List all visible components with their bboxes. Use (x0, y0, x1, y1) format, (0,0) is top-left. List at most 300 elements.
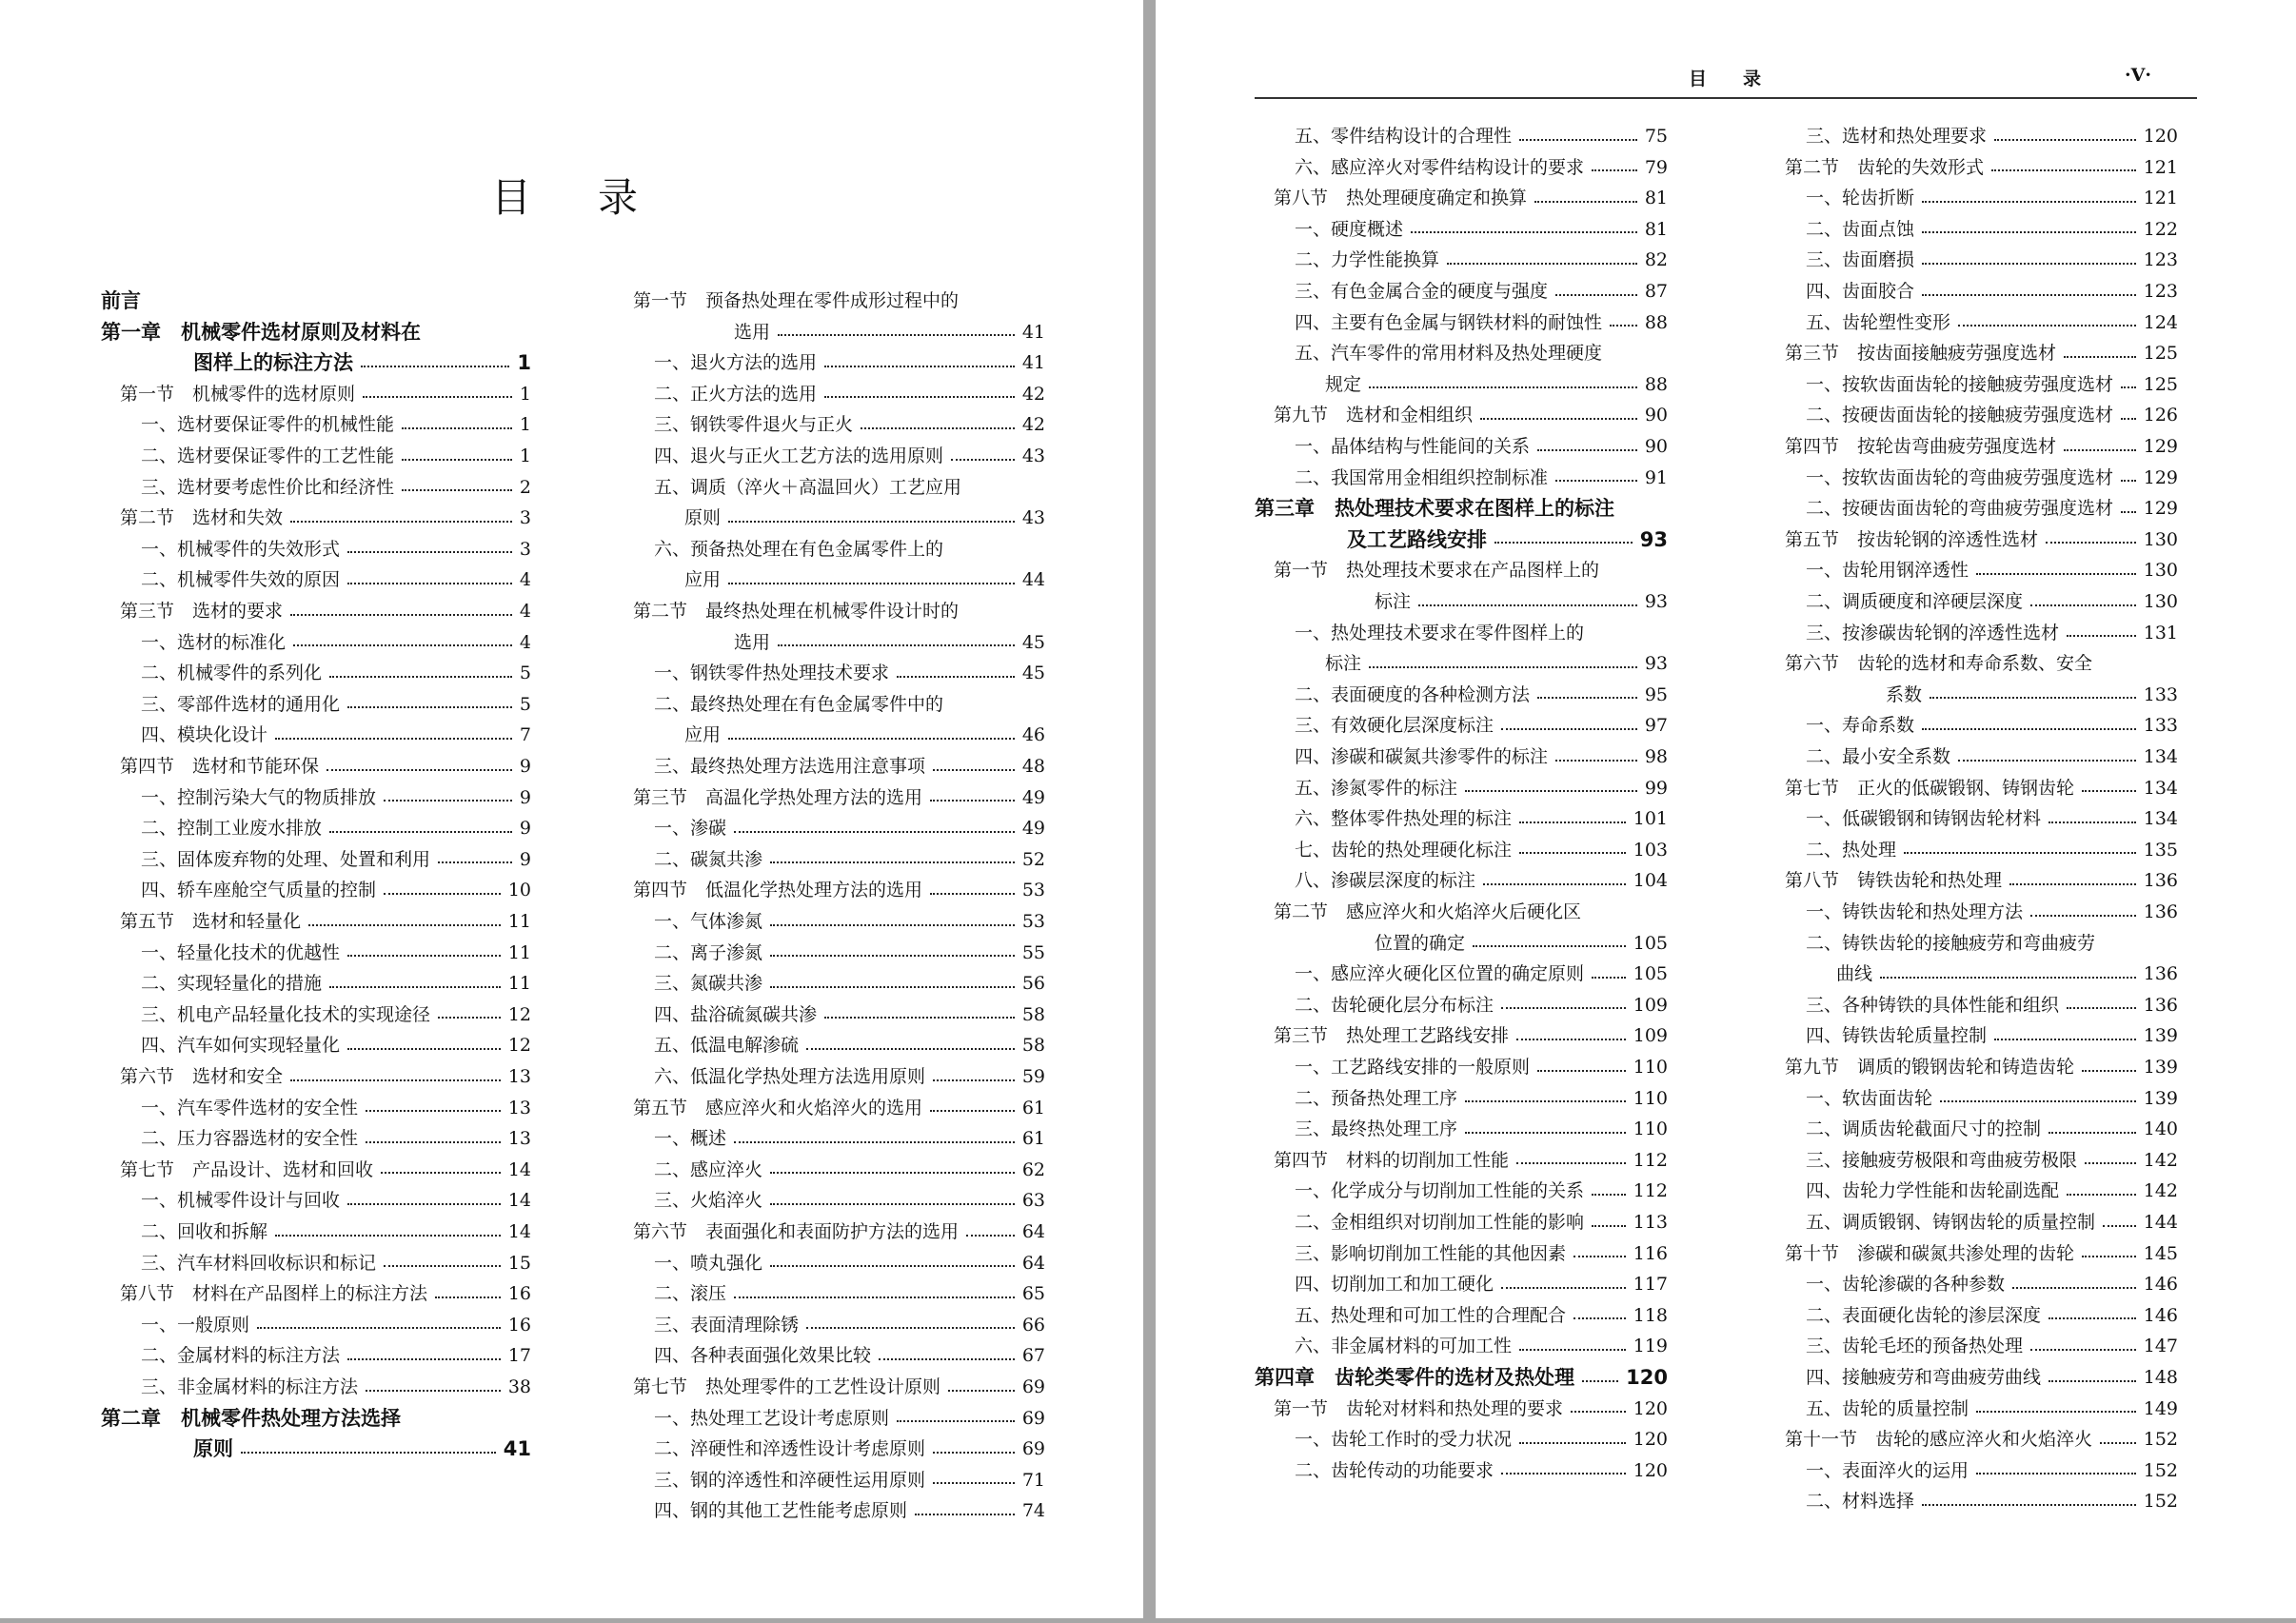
dot-leader (402, 427, 512, 429)
toc-entry (1806, 369, 2178, 400)
toc-entry-title: 二、压力容器选材的安全性 (141, 1128, 359, 1150)
toc-entry-page: 110 (1633, 1087, 1668, 1109)
toc-entry-page: 134 (2143, 777, 2178, 799)
toc-entry-title: 一、概述 (654, 1128, 727, 1150)
dot-leader (930, 800, 1015, 802)
dot-leader (915, 1514, 1015, 1515)
toc-entry (1806, 307, 2178, 338)
toc-entry-page: 122 (2143, 218, 2178, 240)
toc-entry-title: 应用 (684, 569, 722, 591)
toc-entry-title: 三、钢铁零件退火与正火 (654, 414, 854, 436)
dot-leader (2049, 1132, 2136, 1134)
dot-leader (329, 831, 512, 833)
toc-entry-page: 136 (2143, 901, 2178, 922)
toc-entry (1375, 586, 1668, 617)
toc-entry-title: 一、感应淬火硬化区位置的确定原则 (1295, 963, 1585, 985)
toc-entry (141, 1123, 531, 1154)
toc-entry-title: 一、轮齿折断 (1806, 188, 1915, 209)
dot-leader (1922, 231, 2136, 233)
dot-leader (2049, 1380, 2136, 1382)
toc-entry (654, 751, 1045, 782)
toc-entry (1274, 555, 1668, 585)
toc-entry-title: 一、气体渗氮 (654, 911, 763, 932)
dot-leader (1519, 1442, 1626, 1444)
toc-entry-page: 75 (1644, 126, 1668, 147)
toc-entry-page: 136 (2143, 963, 2178, 985)
toc-entry-page: 125 (2143, 373, 2178, 395)
toc-entry-title: 一、喷丸强化 (654, 1252, 763, 1274)
toc-entry (1295, 214, 1668, 245)
toc-entry (1295, 1114, 1668, 1144)
toc-entry (1295, 959, 1668, 989)
toc-entry-title: 二、金属材料的标注方法 (141, 1345, 341, 1367)
toc-entry (1836, 959, 2178, 989)
toc-entry-page: 79 (1644, 156, 1668, 178)
toc-entry-title: 二、预备热处理工序 (1295, 1087, 1458, 1109)
toc-entry-title: 一、表面淬火的运用 (1806, 1459, 1969, 1481)
toc-entry (633, 286, 1045, 316)
toc-entry (633, 1372, 1045, 1402)
toc-entry-title: 一、热处理技术要求在零件图样上的 (1295, 622, 1585, 643)
toc-entry-page: 5 (519, 693, 531, 715)
toc-entry (1785, 431, 2178, 462)
toc-entry-title: 二、按硬齿面齿轮的接触疲劳强度选材 (1806, 405, 2114, 426)
toc-entry-title: 三、最终热处理方法选用注意事项 (654, 756, 926, 777)
toc-entry (141, 720, 531, 750)
toc-entry-title: 三、非金属材料的标注方法 (141, 1376, 359, 1397)
dot-leader (2085, 1162, 2136, 1164)
toc-entry-title: 七、齿轮的热处理硬化标注 (1295, 839, 1513, 861)
toc-entry-page: 1 (519, 445, 531, 466)
toc-entry (1886, 680, 2178, 710)
toc-entry (1806, 245, 2178, 275)
toc-entry-title: 一、选材的标准化 (141, 631, 287, 653)
toc-entry-title: 三、氮碳共渗 (654, 973, 763, 995)
toc-entry (1274, 1020, 1668, 1051)
dot-leader (384, 1265, 501, 1267)
toc-entry (1806, 1145, 2178, 1176)
dot-leader (734, 1141, 1015, 1143)
toc-entry (1295, 1207, 1668, 1237)
dot-leader (2067, 635, 2136, 637)
toc-entry-page: 91 (1644, 466, 1668, 488)
toc-entry-title: 六、预备热处理在有色金属零件上的 (654, 538, 944, 560)
toc-entry-page: 4 (519, 601, 531, 622)
toc-entry (1806, 1207, 2178, 1237)
toc-entry-page: 144 (2143, 1212, 2178, 1233)
toc-entry-page: 9 (519, 818, 531, 840)
toc-entry (1295, 1052, 1668, 1082)
dot-leader (770, 986, 1015, 988)
toc-entry (1347, 525, 1668, 555)
toc-entry-page: 59 (1021, 1066, 1045, 1087)
toc-entry-title: 四、模块化设计 (141, 724, 268, 746)
toc-entry-title: 选用 (734, 321, 771, 343)
toc-entry-page: 64 (1021, 1252, 1045, 1274)
dot-leader (1465, 790, 1637, 792)
toc-entry-page: 67 (1021, 1345, 1045, 1367)
toc-entry-title: 第四节 材料的切削加工性能 (1274, 1149, 1510, 1171)
toc-entry-title: 二、金相组织对切削加工性能的影响 (1295, 1212, 1585, 1233)
toc-entry-page: 110 (1633, 1118, 1668, 1140)
dot-leader (933, 1482, 1015, 1484)
toc-entry (654, 1340, 1045, 1371)
page-title: 目录 (491, 174, 705, 221)
toc-entry (1806, 463, 2178, 493)
toc-entry (654, 1403, 1045, 1434)
toc-entry (1806, 897, 2178, 927)
toc-entry-title: 一、选材要保证零件的机械性能 (141, 414, 395, 436)
toc-entry-page: 69 (1021, 1407, 1045, 1429)
toc-entry-page: 139 (2143, 1057, 2178, 1078)
toc-entry (654, 1495, 1045, 1526)
toc-entry (141, 1030, 531, 1060)
toc-entry-page: 71 (1021, 1469, 1045, 1491)
dot-leader (438, 861, 512, 863)
dot-leader (2030, 1349, 2136, 1351)
toc-entry-page: 87 (1644, 281, 1668, 302)
toc-entry (654, 658, 1045, 688)
toc-entry-title: 三、表面清理除锈 (654, 1314, 800, 1336)
toc-entry (141, 968, 531, 999)
toc-entry-title: 三、火焰淬火 (654, 1190, 763, 1212)
dot-leader (1473, 945, 1626, 947)
toc-entry (633, 1093, 1045, 1123)
toc-entry-page: 7 (519, 724, 531, 746)
toc-entry-page: 10 (507, 880, 531, 901)
toc-entry-page: 130 (2143, 528, 2178, 550)
toc-entry (193, 1434, 531, 1464)
toc-entry-title: 二、回收和拆解 (141, 1221, 268, 1242)
toc-entry (1785, 152, 2178, 183)
toc-entry (141, 1217, 531, 1247)
toc-entry-title: 二、按硬齿面齿轮的弯曲疲劳强度选材 (1806, 498, 2114, 520)
toc-entry-page: 74 (1021, 1500, 1045, 1522)
toc-entry-title: 二、调质齿轮截面尺寸的控制 (1806, 1118, 2042, 1140)
dot-leader (366, 1141, 501, 1143)
toc-entry-page: 120 (2143, 126, 2178, 147)
toc-entry-title: 三、机电产品轻量化技术的实现途径 (141, 1003, 431, 1025)
toc-entry-page: 146 (2143, 1304, 2178, 1326)
toc-entry-title: 第五节 按齿轮钢的淬透性选材 (1785, 528, 2039, 550)
toc-entry-title: 八、渗碳层深度的标注 (1295, 870, 1476, 892)
toc-entry (141, 1310, 531, 1340)
toc-entry-page: 12 (507, 1035, 531, 1057)
toc-entry-page: 119 (1633, 1336, 1668, 1357)
toc-entry-page: 2 (519, 476, 531, 498)
toc-entry-page: 130 (2143, 591, 2178, 612)
toc-entry-page: 103 (1633, 839, 1668, 861)
toc-entry-title: 二、感应淬火 (654, 1158, 763, 1180)
toc-entry (654, 1310, 1045, 1340)
toc-entry (654, 472, 1045, 503)
toc-entry-title: 二、碳氮共渗 (654, 848, 763, 870)
toc-entry-title: 四、齿面胶合 (1806, 281, 1915, 302)
dot-leader (1922, 294, 2136, 296)
toc-entry-page: 123 (2143, 249, 2178, 271)
toc-entry-page: 3 (519, 507, 531, 529)
toc-entry-title: 一、寿命系数 (1806, 715, 1915, 737)
dot-leader (1994, 1039, 2136, 1040)
dot-leader (2049, 1317, 2136, 1319)
toc-entry-title: 一、钢铁零件热处理技术要求 (654, 663, 890, 684)
toc-entry (1806, 586, 2178, 617)
toc-entry-title: 二、控制工业废水排放 (141, 818, 323, 840)
toc-entry-title: 第一章 机械零件选材原则及材料在 (101, 320, 421, 344)
toc-entry-title: 第六节 选材和安全 (120, 1066, 284, 1087)
toc-entry-page: 4 (519, 631, 531, 653)
dot-leader (290, 521, 512, 523)
toc-entry (1295, 618, 1668, 648)
toc-entry (654, 534, 1045, 564)
toc-entry-page: 109 (1633, 1025, 1668, 1047)
toc-entry (654, 1155, 1045, 1185)
dot-leader (384, 800, 512, 802)
toc-entry-title: 三、选材要考虑性价比和经济性 (141, 476, 395, 498)
toc-entry (684, 720, 1045, 750)
toc-entry-title: 第四节 选材和节能环保 (120, 756, 320, 777)
dot-leader (951, 459, 1015, 461)
toc-entry-page: 15 (507, 1252, 531, 1274)
dot-leader (1369, 386, 1637, 388)
toc-entry-title: 第七节 产品设计、选材和回收 (120, 1158, 374, 1180)
dot-leader (363, 396, 512, 398)
toc-entry (141, 472, 531, 503)
dot-leader (2121, 480, 2136, 482)
toc-entry-title: 第三节 热处理工艺路线安排 (1274, 1025, 1510, 1047)
toc-entry (1295, 680, 1668, 710)
toc-entry (1295, 1083, 1668, 1114)
toc-entry (1806, 1394, 2178, 1424)
toc-entry-page: 56 (1021, 973, 1045, 995)
dot-leader (806, 1048, 1015, 1050)
toc-entry (633, 1217, 1045, 1247)
toc-entry-title: 第七节 正火的低碳锻钢、铸钢齿轮 (1785, 777, 2075, 799)
dot-leader (1516, 1162, 1626, 1164)
dot-leader (770, 924, 1015, 926)
toc-entry-page: 93 (1639, 527, 1668, 551)
toc-entry-title: 二、滚压 (654, 1283, 727, 1305)
toc-entry-title: 一、一般原则 (141, 1314, 250, 1336)
toc-entry (654, 906, 1045, 937)
toc-entry-title: 一、按软齿面齿轮的弯曲疲劳强度选材 (1806, 466, 2114, 488)
toc-entry-page: 82 (1644, 249, 1668, 271)
toc-entry-title: 四、齿轮力学性能和齿轮副选配 (1806, 1180, 2060, 1202)
toc-entry-title: 三、选材和热处理要求 (1806, 126, 1988, 147)
dot-leader (308, 924, 501, 926)
toc-entry (1806, 1114, 2178, 1144)
dot-leader (1922, 728, 2136, 730)
toc-entry-page: 81 (1644, 218, 1668, 240)
dot-leader (770, 1203, 1015, 1205)
toc-entry-title: 二、机械零件失效的原因 (141, 569, 341, 591)
toc-entry (141, 1000, 531, 1030)
toc-entry-page: 136 (2143, 870, 2178, 892)
dot-leader (1483, 883, 1626, 885)
dot-leader (1537, 697, 1637, 699)
dot-leader (1465, 1132, 1626, 1134)
toc-entry-title: 二、调质硬度和淬硬层深度 (1806, 591, 2024, 612)
dot-leader (1610, 325, 1637, 327)
toc-entry-title: 二、齿面点蚀 (1806, 218, 1915, 240)
dot-leader (2067, 1194, 2136, 1196)
dot-leader (1958, 325, 2136, 327)
toc-entry (1785, 865, 2178, 896)
toc-entry-page: 110 (1633, 1057, 1668, 1078)
dot-leader (2121, 511, 2136, 513)
dot-leader (2046, 542, 2136, 544)
toc-entry-page: 90 (1644, 405, 1668, 426)
toc-entry (141, 875, 531, 905)
toc-entry (1785, 648, 2178, 679)
dot-leader (824, 396, 1015, 398)
toc-entry-title: 三、齿轮毛坯的预备热处理 (1806, 1336, 2024, 1357)
toc-entry-title: 图样上的标注方法 (193, 351, 353, 375)
toc-entry-page: 58 (1021, 1035, 1045, 1057)
toc-entry-title: 四、主要有色金属与钢铁材料的耐蚀性 (1295, 311, 1603, 333)
dot-leader (381, 1172, 501, 1174)
toc-entry-title: 一、铸铁齿轮和热处理方法 (1806, 901, 2024, 922)
toc-entry-page: 104 (1633, 870, 1668, 892)
toc-entry-title: 第四节 按轮齿弯曲疲劳强度选材 (1785, 436, 2057, 457)
dot-leader (1519, 821, 1626, 823)
toc-entry-page: 45 (1021, 631, 1045, 653)
toc-entry-title: 一、机械零件的失效形式 (141, 538, 341, 560)
toc-entry (141, 782, 531, 813)
toc-entry-title: 第一节 预备热处理在零件成形过程中的 (633, 290, 960, 311)
toc-entry-title: 应用 (684, 724, 722, 746)
dot-leader (1447, 263, 1637, 265)
dot-leader (734, 1296, 1015, 1298)
toc-entry-title: 第一节 齿轮对材料和热处理的要求 (1274, 1397, 1564, 1419)
toc-entry-title: 一、轻量化技术的优越性 (141, 941, 341, 963)
toc-entry (193, 347, 531, 378)
dot-leader (275, 1235, 501, 1237)
dot-leader (1958, 760, 2136, 762)
toc-entry-page: 66 (1021, 1314, 1045, 1336)
toc-entry (1785, 1052, 2178, 1082)
toc-entry (1325, 369, 1668, 400)
toc-entry-title: 二、齿轮传动的功能要求 (1295, 1459, 1494, 1481)
toc-entry-page: 49 (1021, 786, 1045, 808)
toc-entry-page: 142 (2143, 1180, 2178, 1202)
toc-entry (101, 1403, 531, 1434)
toc-entry (120, 906, 531, 937)
toc-entry (633, 782, 1045, 813)
toc-entry-title: 四、渗碳和碳氮共渗零件的标注 (1295, 746, 1549, 767)
toc-entry-title: 一、硬度概述 (1295, 218, 1404, 240)
toc-entry-title: 第一节 机械零件的选材原则 (120, 383, 356, 405)
toc-entry (1806, 1083, 2178, 1114)
running-header-page-number: ·Ⅴ· (2125, 65, 2151, 86)
toc-entry (1274, 400, 1668, 430)
dot-leader (402, 459, 512, 461)
toc-entry (654, 347, 1045, 378)
toc-entry-title: 一、按软齿面齿轮的接触疲劳强度选材 (1806, 373, 2114, 395)
dot-leader (2082, 790, 2136, 792)
toc-entry-page: 136 (2143, 994, 2178, 1016)
toc-entry-title: 五、零件结构设计的合理性 (1295, 126, 1513, 147)
toc-entry (1255, 1362, 1668, 1393)
toc-entry-page: 53 (1021, 880, 1045, 901)
dot-leader (1519, 1349, 1626, 1351)
toc-entry-page: 117 (1633, 1274, 1668, 1296)
toc-entry (1806, 183, 2178, 213)
dot-leader (861, 427, 1015, 429)
toc-entry (1274, 897, 1668, 927)
toc-entry-page: 112 (1633, 1149, 1668, 1171)
toc-entry-page: 101 (1633, 808, 1668, 830)
dot-leader (1592, 977, 1626, 979)
toc-entry-page: 48 (1021, 756, 1045, 777)
toc-entry-page: 139 (2143, 1087, 2178, 1109)
toc-entry (1274, 1145, 1668, 1176)
toc-entry-title: 二、最终热处理在有色金属零件中的 (654, 693, 944, 715)
toc-entry-page: 123 (2143, 281, 2178, 302)
toc-entry-title: 标注 (1375, 591, 1412, 612)
toc-entry-title: 第一节 热处理技术要求在产品图样上的 (1274, 560, 1600, 582)
toc-entry-page: 41 (503, 1437, 531, 1461)
dot-leader (897, 1420, 1015, 1422)
toc-entry-page: 44 (1021, 569, 1045, 591)
toc-entry (141, 689, 531, 720)
toc-entry-title: 位置的确定 (1375, 932, 1466, 954)
toc-entry (1806, 276, 2178, 307)
toc-entry-page: 148 (2143, 1367, 2178, 1388)
toc-entry-title: 第三节 高温化学热处理方法的选用 (633, 786, 923, 808)
toc-entry-title: 五、调质（淬火＋高温回火）工艺应用 (654, 476, 962, 498)
toc-entry-title: 二、表面硬度的各种检测方法 (1295, 683, 1531, 705)
toc-entry-title: 一、低碳锻钢和铸钢齿轮材料 (1806, 808, 2042, 830)
toc-entry-title: 规定 (1325, 373, 1362, 395)
toc-entry-page: 9 (519, 756, 531, 777)
dot-leader (2121, 418, 2136, 420)
toc-entry-page: 52 (1021, 848, 1045, 870)
dot-leader (948, 1390, 1015, 1392)
dot-leader (933, 769, 1015, 771)
toc-entry-page: 14 (507, 1190, 531, 1212)
toc-entry (120, 596, 531, 626)
toc-entry-title: 二、实现轻量化的措施 (141, 973, 323, 995)
toc-entry (1295, 276, 1668, 307)
dot-leader (366, 1110, 501, 1112)
toc-entry (1295, 463, 1668, 493)
toc-entry (654, 409, 1045, 440)
toc-entry (1806, 1176, 2178, 1206)
toc-entry-title: 第五节 选材和轻量化 (120, 911, 302, 932)
toc-entry-page: 5 (519, 663, 531, 684)
dot-leader (257, 1327, 501, 1329)
toc-entry-title: 四、汽车如何实现轻量化 (141, 1035, 341, 1057)
toc-entry-title: 二、最小安全系数 (1806, 746, 1951, 767)
toc-entry-title: 第二节 齿轮的失效形式 (1785, 156, 1985, 178)
toc-entry-title: 一、机械零件设计与回收 (141, 1190, 341, 1212)
toc-entry (1274, 183, 1668, 213)
toc-entry-page: 1 (519, 383, 531, 405)
toc-entry-title: 六、非金属材料的可加工性 (1295, 1336, 1513, 1357)
toc-entry-title: 四、轿车座舱空气质量的控制 (141, 880, 377, 901)
toc-entry (141, 441, 531, 471)
toc-entry-page: 1 (519, 414, 531, 436)
toc-entry-title: 第十节 渗碳和碳氮共渗处理的齿轮 (1785, 1242, 2075, 1264)
toc-entry (1295, 307, 1668, 338)
dot-leader (1537, 1070, 1626, 1072)
dot-leader (438, 1017, 501, 1019)
toc-entry-title: 第八节 铸铁齿轮和热处理 (1785, 870, 2003, 892)
toc-entry-title: 曲线 (1836, 963, 1873, 985)
dot-leader (1930, 697, 2136, 699)
toc-entry-title: 第二节 感应淬火和火焰淬火后硬化区 (1274, 901, 1582, 922)
